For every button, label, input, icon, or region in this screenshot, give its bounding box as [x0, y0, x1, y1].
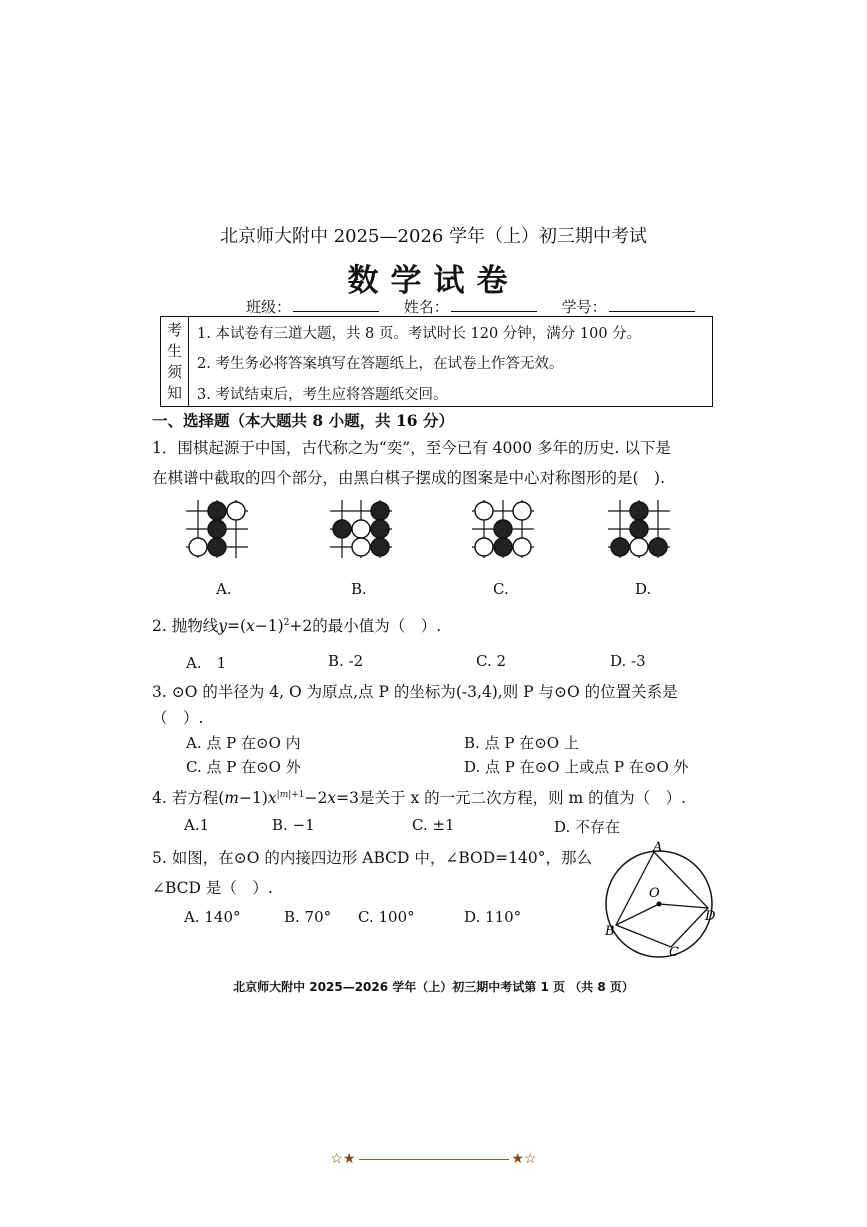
star-icon-left: ☆★	[330, 1151, 356, 1167]
q2-option-b: B. -2	[328, 652, 364, 670]
id-blank	[609, 297, 695, 312]
q5-option-d: D. 110°	[464, 908, 522, 926]
student-info-line	[246, 296, 715, 317]
page-footer: 北京师大附中 2025—2026 学年（上）初三期中考试第 1 页 （共 8 页）	[233, 980, 634, 994]
q4-option-c: C. ±1	[412, 816, 455, 834]
q4-stem: 4. 若方程$(m-1)x^{|m|+1}-2x=3$是关于 x 的一元二次方程，则 m 的值为（ ）.	[152, 789, 687, 807]
q1-option-a: A.	[216, 580, 232, 598]
q3-option-a: A. 点 P 在⊙O 内	[186, 734, 301, 752]
q2-option-c: C. 2	[476, 652, 507, 670]
label-b: B	[605, 924, 615, 939]
q5-option-b: B. 70°	[284, 908, 332, 926]
exam-title: 北京师大附中 2025—2026 学年（上）初三期中考试	[219, 226, 648, 247]
notice-side-label: 考 生 须 知	[161, 317, 189, 406]
divider-line	[359, 1159, 509, 1160]
notice-rule-1: 1. 本试卷有三道大题，共 8 页。考试时长 120 分钟，满分 100 分。	[197, 326, 642, 342]
decorative-divider	[0, 1151, 867, 1167]
q2-option-d: D. -3	[610, 652, 646, 670]
section-heading: 一、选择题（本大题共 8 小题，共 16 分）	[152, 411, 454, 430]
q3-option-c: C. 点 P 在⊙O 外	[186, 758, 301, 776]
q4-formula: $(m-1)x^{|m|+1}-2x=3$	[218, 789, 360, 807]
go-pattern-d	[602, 496, 674, 564]
q1-line2: 在棋谱中截取的四个部分，由黑白棋子摆成的图案是中心对称图形的是( ).	[152, 469, 666, 487]
q5-option-c: C. 100°	[358, 908, 415, 926]
q2-stem: 2. 抛物线$y=(x-1)^2+2$的最小值为（ ）.	[152, 617, 442, 635]
notice-rule-3: 3. 考试结束后，考生应将答题纸交回。	[197, 387, 448, 403]
q5-line1: 5. 如图，在⊙O 的内接四边形 ABCD 中，∠BOD=140°，那么	[152, 849, 592, 867]
class-label: 班级：	[246, 298, 292, 316]
label-a: A	[653, 840, 663, 855]
go-pattern-c	[466, 496, 538, 564]
q3-line2: （ ）.	[152, 709, 204, 727]
go-pattern-b	[324, 496, 396, 564]
name-blank	[451, 297, 537, 312]
label-c: C	[669, 945, 679, 960]
label-d: D	[705, 909, 716, 924]
q1-option-d: D.	[635, 580, 652, 598]
id-label: 学号：	[561, 298, 607, 316]
q5-circle-figure	[598, 838, 722, 962]
q1-option-b: B.	[351, 580, 367, 598]
class-blank	[293, 297, 379, 312]
q3-option-d: D. 点 P 在⊙O 上或点 P 在⊙O 外	[464, 758, 689, 776]
q3-option-b: B. 点 P 在⊙O 上	[464, 734, 579, 752]
q1-line1: 1．围棋起源于中国，古代称之为“奕”，至今已有 4000 多年的历史. 以下是	[152, 439, 671, 457]
star-icon-right: ★☆	[511, 1151, 537, 1167]
name-label: 姓名：	[403, 298, 449, 316]
q2-formula: $y=(x-1)^2+2$	[218, 617, 313, 635]
q4-option-d: D. 不存在	[554, 818, 621, 836]
subject-title: 数学试卷	[347, 263, 520, 299]
q4-option-b: B. −1	[272, 816, 315, 834]
q4-option-a: A.1	[184, 816, 210, 834]
go-pattern-a	[180, 496, 252, 564]
q5-line2: ∠BCD 是（ ）.	[152, 879, 273, 897]
q3-line1: 3. ⊙O 的半径为 4, O 为原点,点 P 的坐标为(-3,4),则 P 与⊙O 的位置关系是	[152, 683, 678, 701]
notice-rule-2: 2. 考生务必将答案填写在答题纸上，在试卷上作答无效。	[197, 356, 564, 372]
q1-option-c: C.	[493, 580, 509, 598]
label-o: O	[649, 886, 660, 901]
notice-box	[160, 316, 713, 407]
q5-option-a: A. 140°	[184, 908, 241, 926]
q2-option-a: A. 1	[186, 654, 227, 672]
